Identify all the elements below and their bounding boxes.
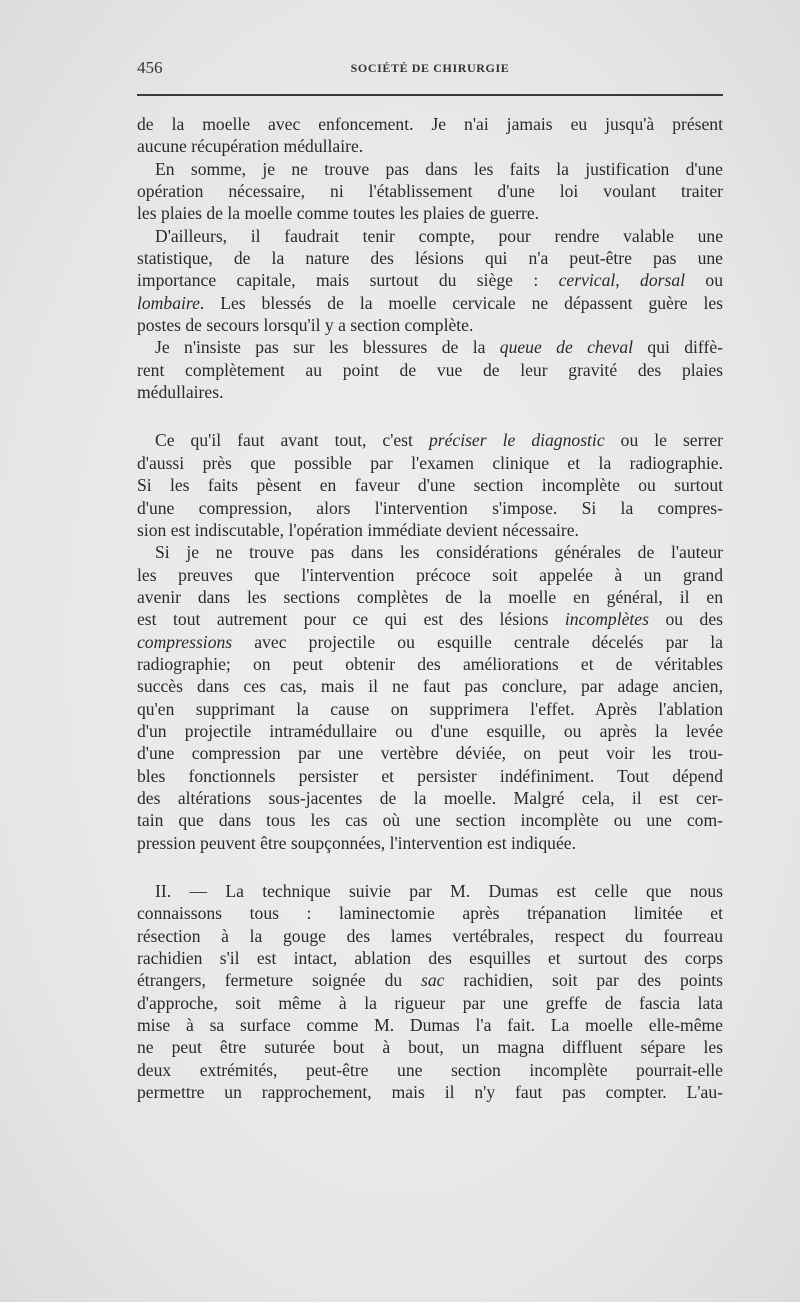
text-line: d'un projectile intramédullaire ou d'une esquille, ou après la levée bbox=[137, 720, 723, 741]
italic-term: sac bbox=[421, 970, 445, 991]
text-line: pression peuvent être soupçonnées, l'intervention est indiquée. bbox=[137, 832, 576, 853]
text-line: aucune récupération médullaire. bbox=[137, 136, 364, 157]
text-line: résection à la gouge des lames vertébrales, respect du fourreau bbox=[137, 925, 723, 946]
text-segment: , bbox=[615, 270, 641, 291]
section-gap bbox=[137, 854, 723, 880]
text-line: rent complètement au point de vue de leur gravité des plaies bbox=[137, 359, 723, 380]
text-line: deux extrémités, peut-être une section incomplète pourrait-elle bbox=[137, 1059, 723, 1080]
text-line: de la moelle avec enfoncement. Je n'ai jamais eu jusqu'à présent bbox=[137, 114, 723, 134]
text-line: Si les faits pèsent en faveur d'une section incomplète ou surtout bbox=[137, 475, 723, 496]
text-line: tain que dans tous les cas où une section incomplète ou une com- bbox=[137, 810, 723, 831]
text-line: sion est indiscutable, l'opération immédiate devient nécessaire. bbox=[137, 519, 579, 540]
text-line: médullaires. bbox=[137, 382, 224, 403]
header-rule bbox=[137, 94, 723, 96]
text-segment: ou des bbox=[648, 609, 724, 630]
text-line: connaissons tous : laminectomie après trépanation limitée et bbox=[137, 903, 723, 924]
text-line: avenir dans les sections complètes de la moelle en général, il en bbox=[137, 586, 723, 607]
text-segment: Je n'insiste pas sur les blessures de la bbox=[155, 337, 500, 358]
text-line: d'une compression par une vertèbre déviée, on peut voir les trou- bbox=[137, 743, 723, 764]
page-number: 456 bbox=[137, 58, 163, 77]
italic-term: compressions bbox=[137, 631, 233, 652]
italic-term: queue de cheval bbox=[499, 337, 634, 358]
paragraph bbox=[137, 429, 723, 541]
text-line: postes de secours lorsqu'il y a section complète. bbox=[137, 315, 474, 336]
text-line: opération nécessaire, ni l'établissement d'une loi voulant traiter bbox=[137, 181, 723, 202]
text-line bbox=[137, 292, 723, 314]
text-line: radiographie; on peut obtenir des améliorations et de véritables bbox=[137, 653, 723, 674]
text-line: les plaies de la moelle comme toutes les plaies de guerre. bbox=[137, 203, 540, 224]
text-line: qu'en supprimant la cause on supprimera l'effet. Après l'ablation bbox=[137, 698, 723, 719]
text-line: bles fonctionnels persister et persister indéfiniment. Tout dépend bbox=[137, 765, 723, 786]
text-line: succès dans ces cas, mais il ne faut pas conclure, par adage ancien, bbox=[137, 676, 723, 697]
text-line: mise à sa surface comme M. Dumas l'a fait. La moelle elle-même bbox=[137, 1015, 723, 1036]
text-segment: . Les blessés de la moelle cervicale ne dépassent guère les bbox=[199, 292, 723, 313]
text-segment: avec projectile ou esquille centrale décelés par la bbox=[232, 631, 723, 652]
text-line: d'aussi près que possible par l'examen clinique et la radiographie. bbox=[137, 452, 723, 473]
text-line bbox=[137, 269, 723, 291]
text-line: statistique, de la nature des lésions qui n'a peut-être pas une bbox=[137, 248, 723, 269]
document-page bbox=[137, 58, 723, 1103]
text-line: Si je ne trouve pas dans les considérations générales de l'auteur bbox=[155, 542, 723, 563]
text-line: D'ailleurs, il faudrait tenir compte, pour rendre valable une bbox=[155, 225, 723, 246]
text-segment: Ce qu'il faut avant tout, c'est bbox=[155, 430, 429, 451]
text-segment: qui diffè- bbox=[633, 337, 723, 358]
paragraph bbox=[137, 880, 723, 1103]
section-gap bbox=[137, 403, 723, 429]
text-line bbox=[137, 631, 723, 653]
paragraph bbox=[137, 225, 723, 337]
text-segment: ou le serrer bbox=[604, 430, 724, 451]
text-segment: est tout autrement pour ce qui est des lésions bbox=[137, 609, 565, 630]
paragraph bbox=[137, 541, 723, 854]
italic-term: lombaire bbox=[137, 292, 200, 313]
text-line: permettre un rapprochement, mais il n'y faut pas compter. L'au- bbox=[137, 1082, 723, 1103]
text-line: ne peut être suturée bout à bout, un magna diffluent sépare les bbox=[137, 1037, 723, 1058]
text-line bbox=[137, 969, 723, 991]
italic-term: préciser le diagnostic bbox=[428, 430, 605, 451]
running-title: SOCIÉTÉ DE CHIRURGIE bbox=[350, 61, 510, 75]
text-line: rachidien s'il est intact, ablation des esquilles et surtout des corps bbox=[137, 948, 723, 969]
text-line: d'approche, soit même à la rigueur par une greffe de fascia lata bbox=[137, 992, 723, 1013]
text-segment: importance capitale, mais surtout du siège : bbox=[137, 270, 559, 291]
text-segment: étrangers, fermeture soignée du bbox=[137, 970, 422, 991]
text-segment: ou bbox=[685, 270, 724, 291]
text-line bbox=[137, 429, 723, 451]
text-line: II. — La technique suivie par M. Dumas est celle que nous bbox=[155, 881, 723, 901]
page-header bbox=[137, 58, 723, 84]
text-line: les preuves que l'intervention précoce soit appelée à un grand bbox=[137, 564, 723, 585]
body-text bbox=[137, 113, 723, 1103]
paragraph bbox=[137, 336, 723, 403]
italic-term: dorsal bbox=[640, 270, 686, 291]
text-line bbox=[137, 608, 723, 630]
text-segment: rachidien, soit par des points bbox=[444, 970, 723, 991]
paragraph bbox=[137, 113, 723, 158]
text-line: d'une compression, alors l'intervention s'impose. Si la compres- bbox=[137, 497, 723, 518]
italic-term: incomplètes bbox=[564, 609, 649, 630]
text-line bbox=[137, 336, 723, 358]
text-line: En somme, je ne trouve pas dans les faits la justification d'une bbox=[155, 158, 723, 179]
paragraph bbox=[137, 158, 723, 225]
italic-term: cervical bbox=[558, 270, 616, 291]
text-line: des altérations sous-jacentes de la moelle. Malgré cela, il est cer- bbox=[137, 787, 723, 808]
